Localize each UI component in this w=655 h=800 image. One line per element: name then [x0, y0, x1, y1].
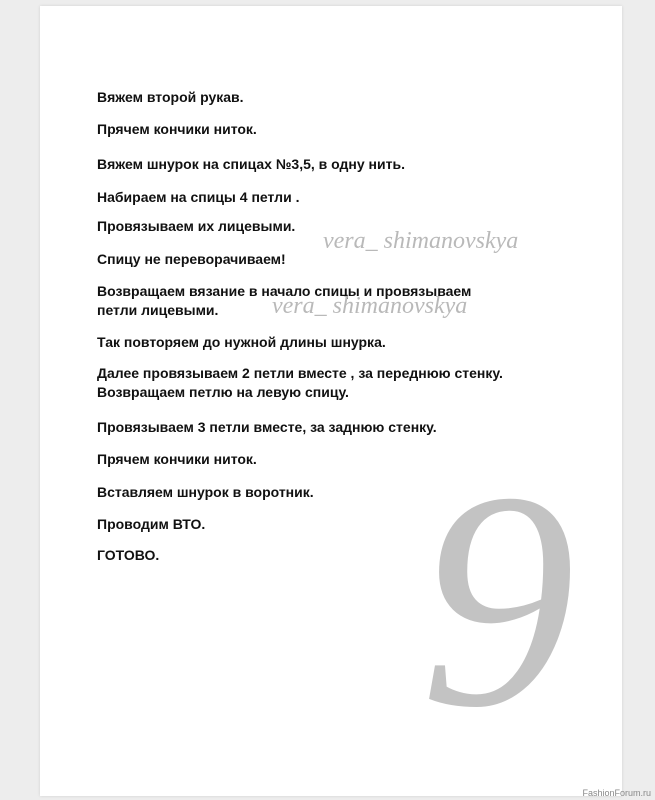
author-watermark: vera_ shimanovskya: [272, 293, 468, 319]
site-credit-watermark: FashionForum.ru: [582, 788, 651, 798]
author-watermark: vera_ shimanovskya: [323, 228, 519, 254]
instruction-line-6: Спицу не переворачиваем!: [97, 251, 286, 267]
instruction-line-2: Прячем кончики ниток.: [97, 121, 257, 137]
page-number: 9: [420, 429, 575, 772]
instruction-line-3: Вяжем шнурок на спицах №3,5, в одну нить.: [97, 156, 405, 172]
instruction-line-9: Далее провязываем 2 петли вместе , за переднюю стенку. Возвращаем петлю на левую спицу.: [97, 365, 503, 400]
instruction-line-10: Провязываем 3 петли вместе, за заднюю стенку.: [97, 419, 437, 435]
instruction-line-14: ГОТОВО.: [97, 547, 160, 563]
instruction-line-4: Набираем на спицы 4 петли .: [97, 189, 300, 205]
instruction-line-12: Вставляем шнурок в воротник.: [97, 484, 314, 500]
instruction-line-8: Так повторяем до нужной длины шнурка.: [97, 334, 386, 350]
instruction-line-7: Возвращаем вязание в начало спицы и провязываем петли лицевыми.: [97, 283, 472, 318]
instruction-line-1: Вяжем второй рукав.: [97, 89, 244, 105]
instruction-line-11: Прячем кончики ниток.: [97, 451, 257, 467]
document-page: [40, 6, 622, 796]
instruction-line-13: Проводим ВТО.: [97, 516, 206, 532]
instruction-line-5: Провязываем их лицевыми.: [97, 218, 296, 234]
